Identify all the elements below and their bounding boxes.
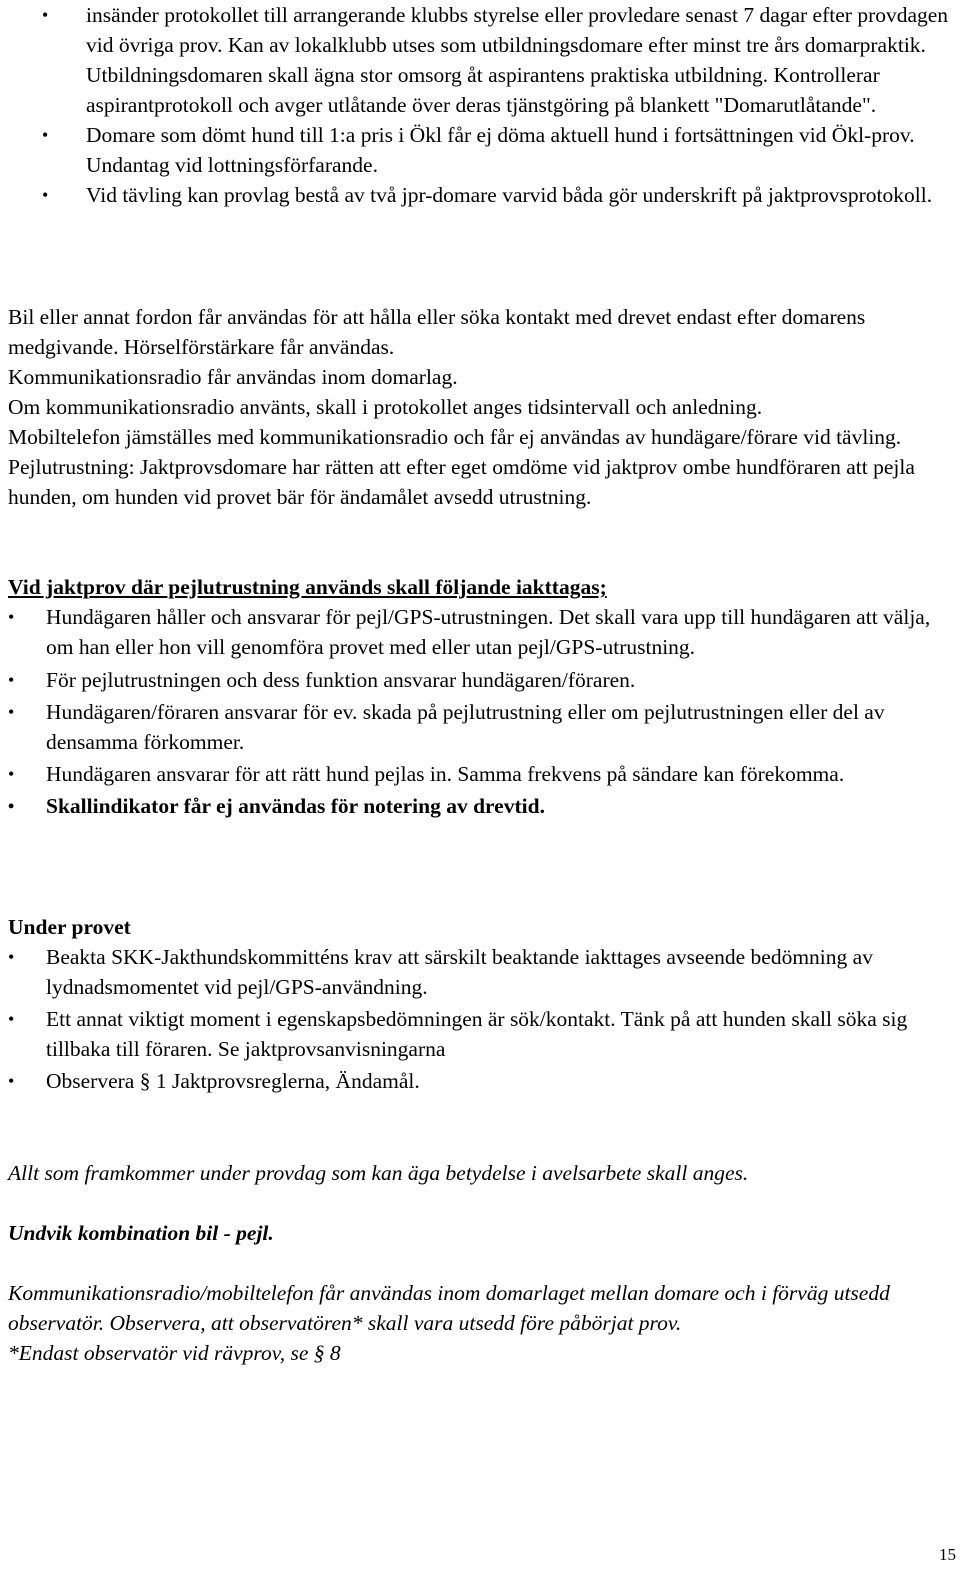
list-item	[0, 665, 960, 695]
list-item-text: Vid tävling kan provlag bestå av två jpr-domare varvid båda gör underskrift på jaktprovsprotokoll.	[86, 183, 933, 207]
provet-rules-list	[0, 942, 960, 1096]
paragraph-line: Pejlutrustning: Jaktprovsdomare har rätten att efter eget omdöme vid jaktprov ombe hundföraren att pejla hunden, om hunden vid provet bär för ändamålet avsedd utrustning.	[8, 455, 915, 509]
list-item-text: Hundägaren ansvarar för att rätt hund pejlas in. Samma frekvens på sändare kan förekomma.	[46, 762, 845, 786]
list-item-text: Beakta SKK-Jakthundskommitténs krav att särskilt beaktande iakttages avseende bedömning av lydnadsmomentet vid pejl/GPS-användning.	[46, 945, 873, 999]
list-item	[0, 791, 960, 821]
bullet-icon: •	[8, 702, 15, 722]
list-item	[0, 1066, 960, 1096]
paragraph-line: Mobiltelefon jämställes med kommunikationsradio och får ej användas av hundägare/förare vid tävling.	[8, 425, 902, 449]
bullet-icon: •	[8, 607, 15, 627]
list-item-text: För pejlutrustningen och dess funktion ansvarar hundägaren/föraren.	[46, 668, 636, 692]
provet-section	[0, 912, 960, 1096]
list-item-text: Hundägaren/föraren ansvarar för ev. skada på pejlutrustning eller om pejlutrustningen eller del av densamma förkommer.	[46, 700, 885, 754]
pejl-rules-list	[0, 602, 960, 821]
bullet-icon: •	[8, 1009, 15, 1029]
undvik-note	[8, 1218, 950, 1248]
list-item	[0, 1004, 960, 1064]
paragraph-line: Bil eller annat fordon får användas för att hålla eller söka kontakt med drevet endast efter domarens medgivande. Hörselförstärkare får användas.	[8, 305, 866, 359]
list-item-text: insänder protokollet till arrangerande klubbs styrelse eller provledare senast 7 dagar efter provdagen vid övriga prov. Kan av lokalklubb utses som utbildningsdomare efter minst tre års domarpraktik. Utbildningsdomaren skall ägna stor omsorg åt aspirantens praktiska utbildning. Kontrollerar aspirantprotokoll och avger utlåtande över deras tjänstgöring på blankett "Domarutlåtande".	[86, 3, 949, 117]
judge-duties-list	[0, 0, 960, 210]
list-item	[0, 602, 960, 662]
list-item-text: Hundägaren håller och ansvarar för pejl/GPS-utrustningen. Det skall vara upp till hundägaren att välja, om han eller hon vill genomföra provet med eller utan pejl/GPS-utrustning.	[46, 605, 931, 659]
italic-note: Kommunikationsradio/mobiltelefon får användas inom domarlaget mellan domare och i förväg utsedd observatör. Observera, att observatören* skall vara utsedd före påbörjat prov.	[8, 1281, 890, 1335]
section-heading: Vid jaktprov där pejlutrustning används skall följande iakttagas;	[8, 575, 607, 599]
list-item	[0, 180, 960, 210]
paragraph-line: Om kommunikationsradio använts, skall i protokollet anges tidsintervall och anledning.	[8, 395, 763, 419]
list-item-text: Ett annat viktigt moment i egenskapsbedömningen är sök/kontakt. Tänk på att hunden skall söka sig tillbaka till föraren. Se jaktprovsanvisningarna	[46, 1007, 908, 1061]
radio-note	[8, 1278, 950, 1368]
bullet-icon: •	[8, 670, 15, 690]
bullet-icon: •	[8, 764, 15, 784]
bullet-icon: •	[42, 185, 49, 205]
bullet-icon: •	[8, 1071, 15, 1091]
list-item	[0, 759, 960, 789]
avel-note	[8, 1158, 950, 1188]
section-heading: Under provet	[8, 915, 131, 939]
paragraph-line: Kommunikationsradio får användas inom domarlag.	[8, 365, 458, 389]
footnote: *Endast observatör vid rävprov, se § 8	[8, 1341, 341, 1365]
italic-note: Undvik kombination bil - pejl.	[8, 1221, 274, 1245]
bullet-icon: •	[42, 5, 49, 25]
bullet-icon: •	[8, 947, 15, 967]
list-item-text: Skallindikator får ej användas för notering av drevtid.	[46, 794, 545, 818]
list-item	[0, 697, 960, 757]
pejl-section	[0, 572, 960, 821]
list-item	[0, 0, 960, 120]
list-item	[0, 942, 960, 1002]
italic-note: Allt som framkommer under provdag som kan äga betydelse i avelsarbete skall anges.	[8, 1161, 749, 1185]
list-item-text: Observera § 1 Jaktprovsreglerna, Ändamål.	[46, 1069, 420, 1093]
equipment-rules-paragraph	[8, 302, 950, 512]
page-number: 15	[939, 1545, 956, 1564]
list-item	[0, 120, 960, 180]
bullet-icon: •	[42, 125, 49, 145]
bullet-icon: •	[8, 796, 15, 816]
list-item-text: Domare som dömt hund till 1:a pris i Ökl får ej döma aktuell hund i fortsättningen vid Ökl-prov. Undantag vid lottningsförfarande.	[86, 123, 915, 177]
